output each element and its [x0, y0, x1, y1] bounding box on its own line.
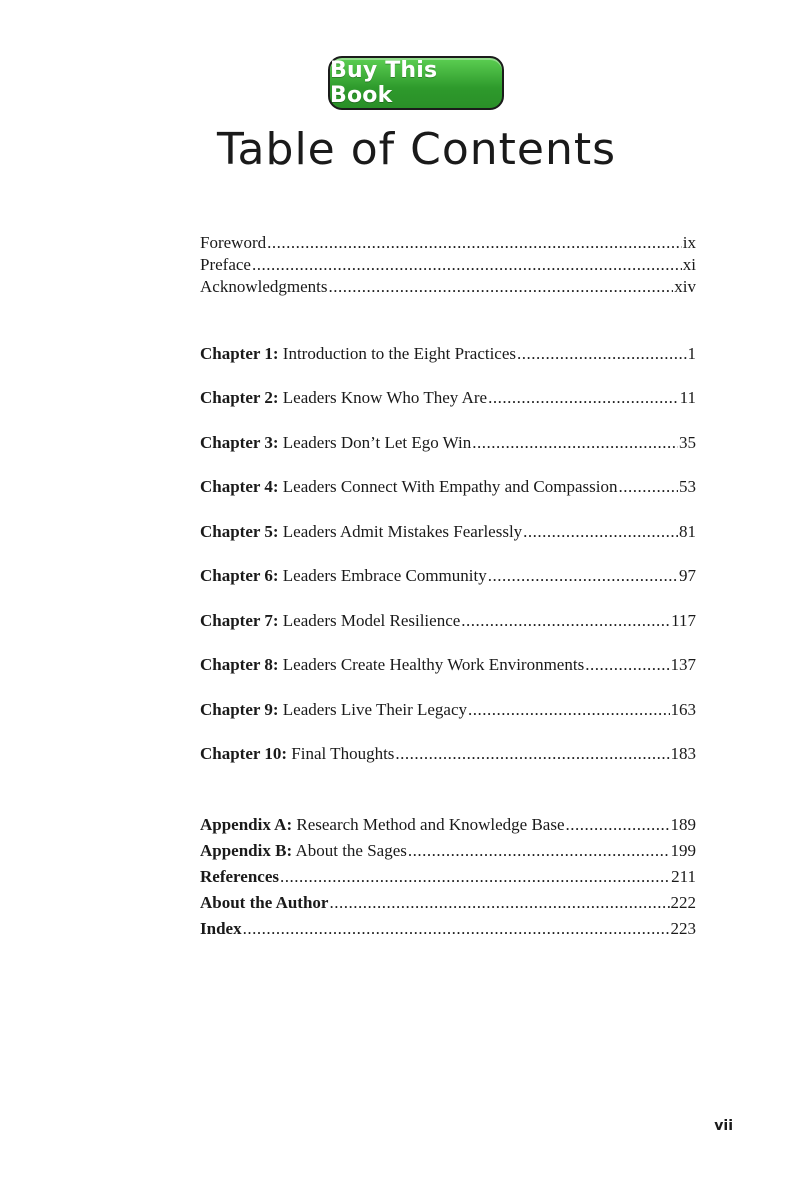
dot-leader — [618, 476, 678, 498]
toc-entry-label — [200, 387, 487, 409]
toc-entry-label: Acknowledgments — [200, 277, 328, 296]
toc-entry-index — [200, 918, 696, 940]
toc-entry-label — [200, 343, 516, 365]
toc-entry-appendix-b — [200, 840, 696, 862]
toc-entry-page: 97 — [679, 566, 696, 585]
toc-entry-page: xiv — [674, 277, 696, 296]
toc-entry-label — [200, 654, 584, 676]
toc-entry-references — [200, 866, 696, 888]
toc-entry-chapter-5 — [200, 521, 696, 543]
toc-entry-label — [200, 814, 565, 836]
dot-leader — [252, 254, 682, 276]
dot-leader — [395, 743, 669, 765]
dot-leader — [461, 610, 670, 632]
toc-entry-label — [200, 866, 279, 888]
chapter-number: Chapter 3: — [200, 433, 279, 452]
toc-entry-label — [200, 840, 407, 862]
toc-entry-chapter-6 — [200, 565, 696, 587]
toc-entry-page: xi — [682, 255, 696, 274]
toc-entry-page: 1 — [687, 344, 696, 363]
appendix-title: Research Method and Knowledge Base — [296, 815, 565, 834]
toc-entry-chapter-9 — [200, 699, 696, 721]
toc-entry-chapter-4 — [200, 476, 696, 498]
dot-leader — [468, 699, 669, 721]
toc-entry-page: 183 — [670, 744, 696, 763]
toc-entry-label — [200, 743, 394, 765]
buy-this-book-button[interactable]: Buy This Book — [328, 56, 504, 110]
toc-entry-label — [200, 476, 617, 498]
section-label: References — [200, 867, 279, 886]
chapter-number: Chapter 9: — [200, 700, 279, 719]
chapter-title: Leaders Embrace Community — [282, 566, 487, 585]
chapter-title: Leaders Create Healthy Work Environments — [282, 655, 585, 674]
chapter-number: Chapter 6: — [200, 566, 279, 585]
chapter-title: Leaders Model Resilience — [282, 611, 461, 630]
toc-entry-preface — [200, 254, 696, 276]
toc-entry-label — [200, 610, 460, 632]
toc-entry-chapter-1 — [200, 343, 696, 365]
dot-leader — [243, 918, 670, 940]
chapter-number: Chapter 5: — [200, 522, 279, 541]
toc-entry-label — [200, 892, 328, 914]
chapter-number: Chapter 4: — [200, 477, 279, 496]
section-label: About the Author — [200, 893, 329, 912]
toc-entry-foreword — [200, 232, 696, 254]
toc-entry-page: 189 — [670, 815, 696, 834]
toc-entry-about-the-author — [200, 892, 696, 914]
toc-entry-page: 222 — [670, 893, 696, 912]
chapter-title: Leaders Admit Mistakes Fearlessly — [282, 522, 523, 541]
chapter-title: Leaders Connect With Empathy and Compassion — [282, 477, 618, 496]
toc-entry-label: Preface — [200, 255, 251, 274]
toc-entry-page: 211 — [671, 867, 696, 886]
chapter-number: Chapter 10: — [200, 744, 288, 763]
dot-leader — [566, 814, 670, 836]
toc-entry-label: Foreword — [200, 233, 267, 252]
appendix-label: Appendix A: — [200, 815, 293, 834]
chapter-title: Leaders Don’t Let Ego Win — [282, 433, 472, 452]
dot-leader — [488, 565, 678, 587]
page-number: vii — [714, 1118, 733, 1134]
toc-entry-chapter-2 — [200, 387, 696, 409]
toc-entry-page: ix — [682, 233, 696, 252]
toc-entry-label — [200, 521, 522, 543]
dot-leader — [280, 866, 670, 888]
dot-leader — [328, 276, 673, 298]
toc-entry-page: 223 — [670, 919, 696, 938]
toc-entry-page: 81 — [679, 522, 696, 541]
toc-entry-acknowledgments — [200, 276, 696, 298]
toc-entry-chapter-3 — [200, 432, 696, 454]
toc-entry-page: 163 — [670, 700, 696, 719]
toc-entry-chapter-7 — [200, 610, 696, 632]
chapter-title: Introduction to the Eight Practices — [282, 344, 517, 363]
dot-leader — [267, 232, 682, 254]
dot-leader — [408, 840, 670, 862]
toc-entry-page: 11 — [679, 388, 696, 407]
appendix-label: Appendix B: — [200, 841, 293, 860]
dot-leader — [523, 521, 678, 543]
toc-entry-page: 35 — [679, 433, 696, 452]
page-title: Table of Contents — [216, 124, 617, 175]
chapter-title: Leaders Live Their Legacy — [282, 700, 468, 719]
toc-entry-page: 137 — [670, 655, 696, 674]
chapter-title: Leaders Know Who They Are — [282, 388, 488, 407]
toc-entry-page: 199 — [670, 841, 696, 860]
dot-leader — [517, 343, 686, 365]
toc-entry-label — [200, 565, 487, 587]
toc-entry-label — [200, 432, 471, 454]
toc-entry-label — [200, 918, 242, 940]
toc-entry-page: 53 — [679, 477, 696, 496]
chapter-title: Final Thoughts — [291, 744, 395, 763]
dot-leader — [488, 387, 679, 409]
chapter-number: Chapter 1: — [200, 344, 279, 363]
toc-entry-page: 117 — [671, 611, 696, 630]
toc-entry-label — [200, 699, 467, 721]
toc-entry-chapter-10 — [200, 743, 696, 765]
appendix-title: About the Sages — [295, 841, 407, 860]
dot-leader — [472, 432, 678, 454]
chapter-number: Chapter 8: — [200, 655, 279, 674]
chapter-number: Chapter 2: — [200, 388, 279, 407]
toc-entry-appendix-a — [200, 814, 696, 836]
section-label: Index — [200, 919, 242, 938]
dot-leader — [585, 654, 669, 676]
dot-leader — [329, 892, 669, 914]
chapter-number: Chapter 7: — [200, 611, 279, 630]
toc-entry-chapter-8 — [200, 654, 696, 676]
